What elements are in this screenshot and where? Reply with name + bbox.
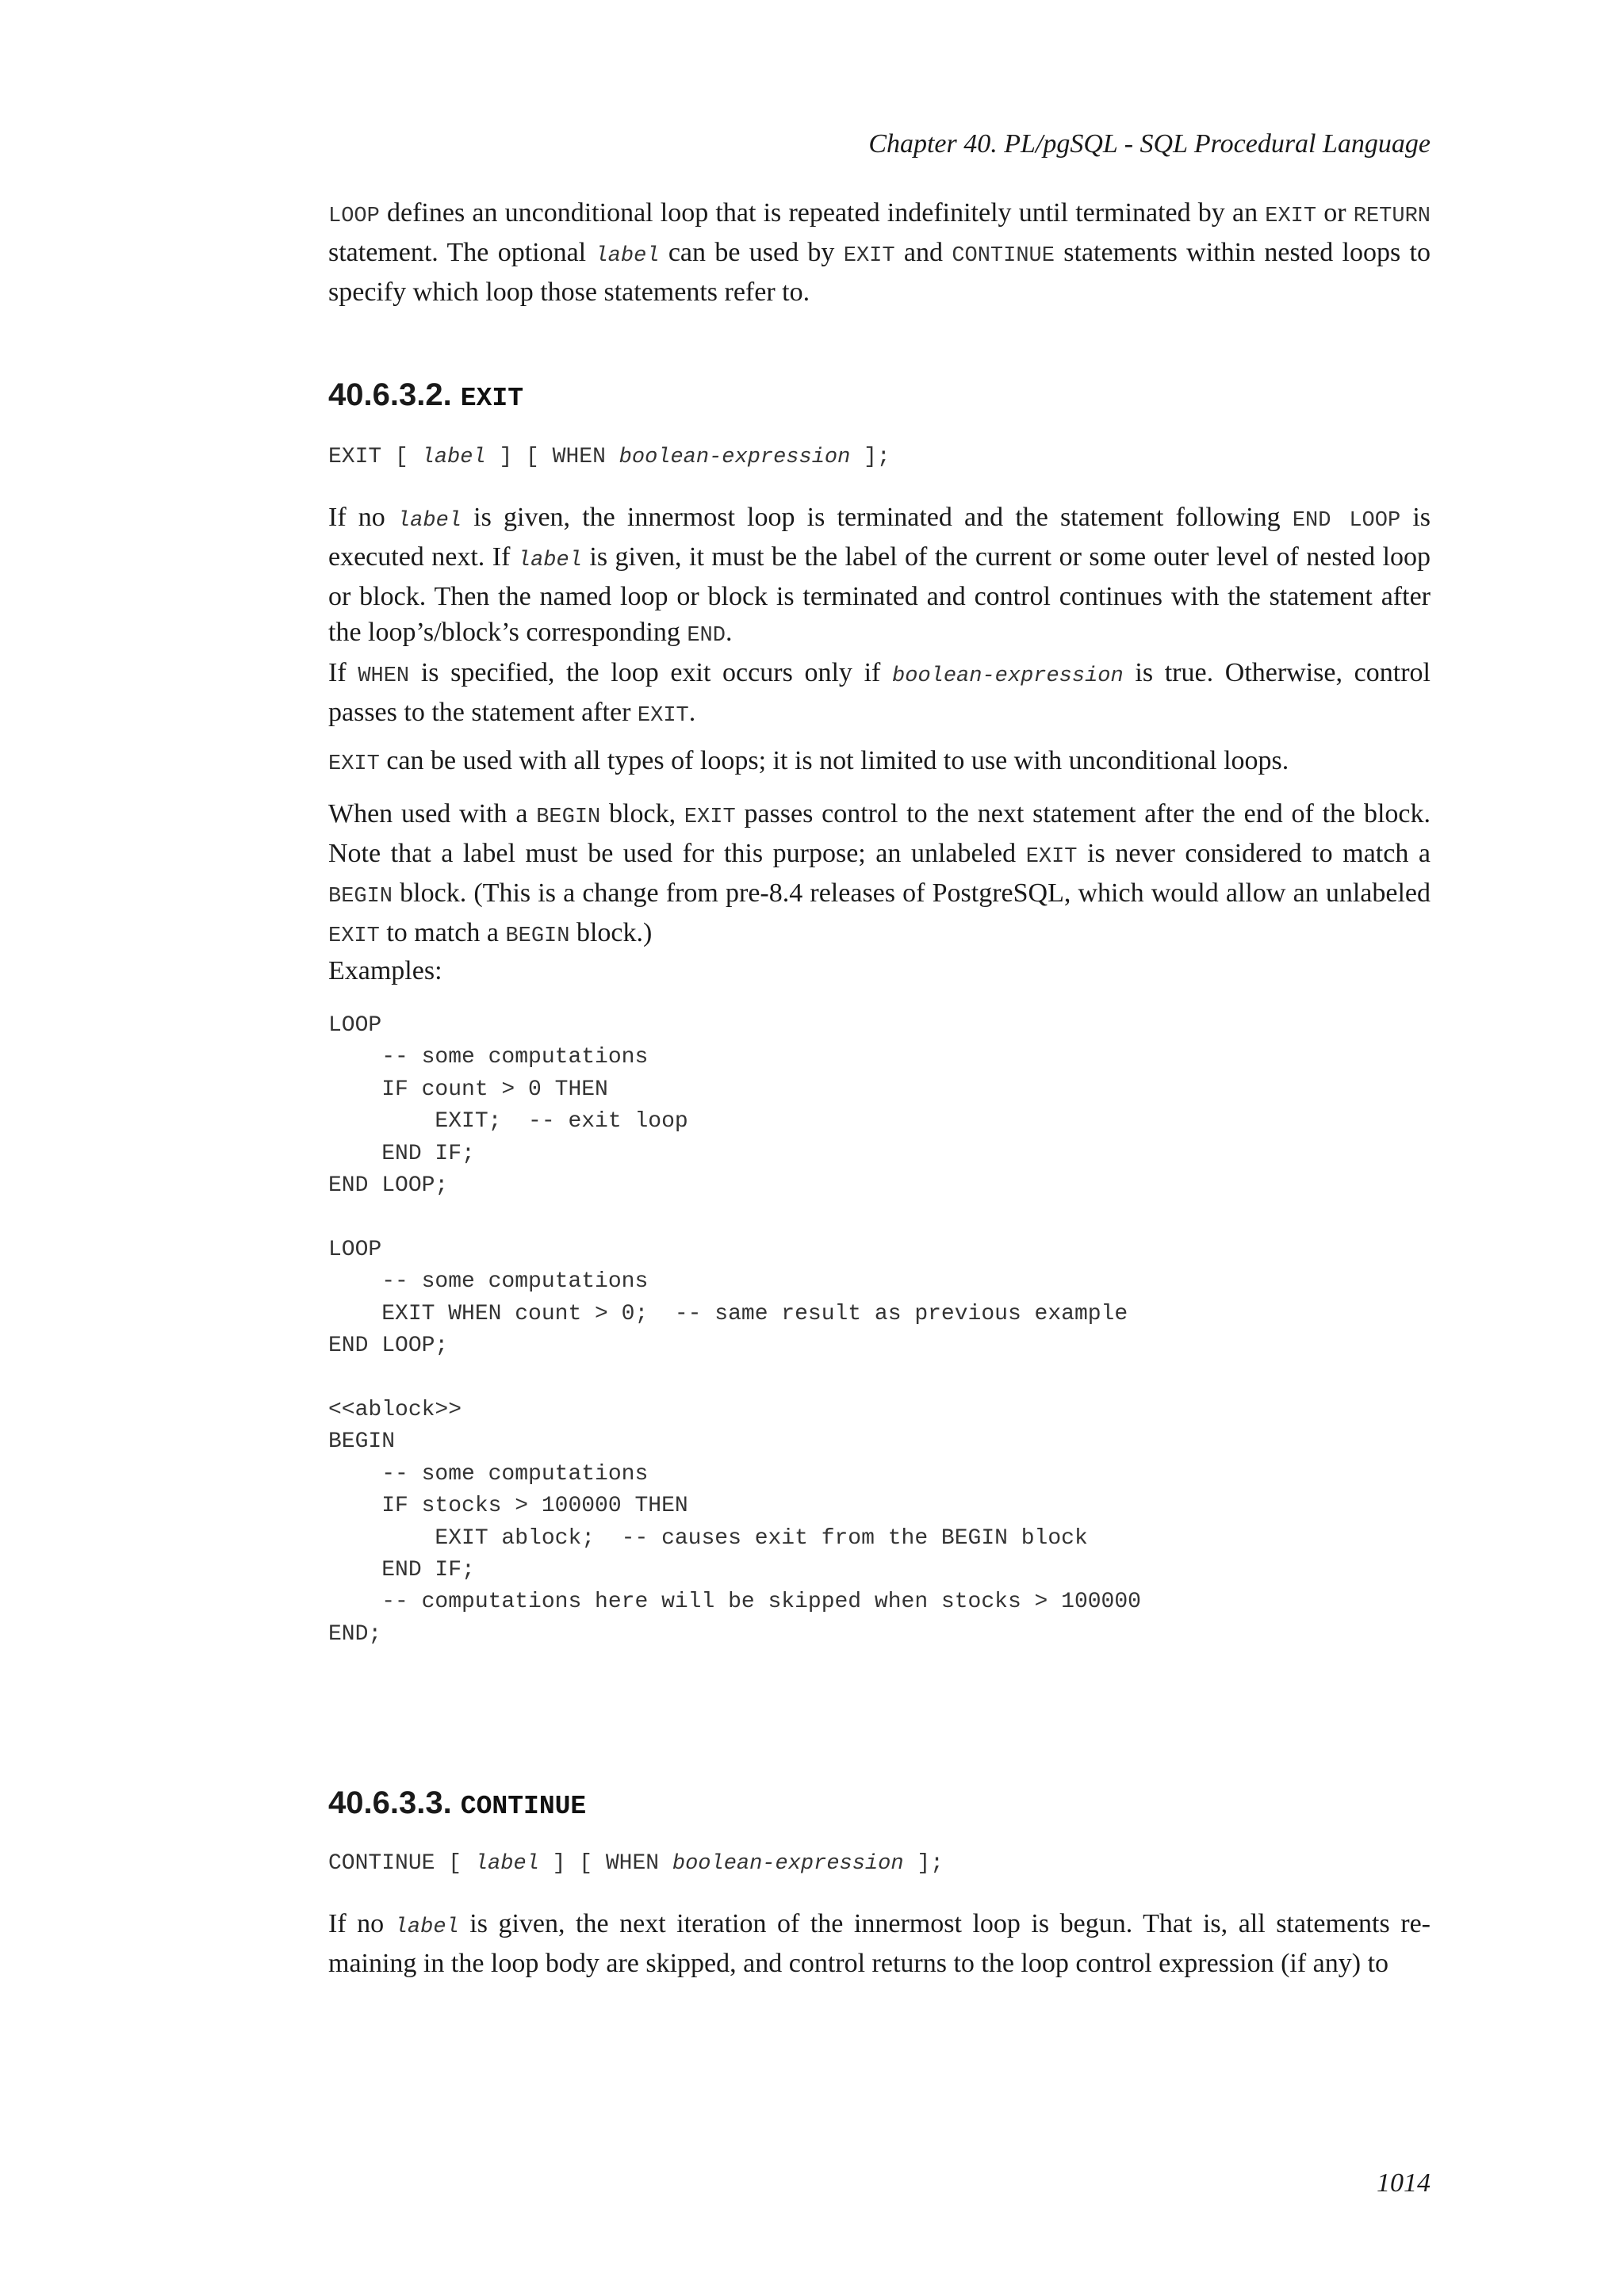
- inline-code: EXIT: [684, 806, 736, 829]
- synopsis-parameter: boolean-expression: [672, 1852, 904, 1876]
- text: .: [688, 698, 696, 727]
- loop-description: [328, 195, 1431, 310]
- continue-synopsis: [328, 1848, 1431, 1880]
- text: If: [328, 658, 358, 687]
- inline-parameter: label: [396, 509, 462, 533]
- example-code-wrap: [328, 1010, 1431, 1651]
- text: is true. Otherwise, control passes to the statement after: [328, 658, 1431, 727]
- section-number: 40.6.3.2.: [328, 377, 461, 412]
- inline-code: EXIT: [1265, 205, 1317, 228]
- synopsis-text: EXIT [: [328, 445, 422, 469]
- inline-code: BEGIN: [505, 924, 570, 948]
- inline-code: BEGIN: [328, 885, 393, 909]
- exit-paragraph-3: [328, 743, 1431, 783]
- text: statements within nested loops to specify which loop those statements refer to.: [328, 238, 1431, 307]
- example-code-block: LOOP -- some computations IF count > 0 THEN EXIT; -- exit loop END IF; END LOOP; LOOP -- some computations EXIT WHEN count > 0; -- same result as previous example END LOOP; <<ablock>> BEGIN -- some computations IF stocks > 100000 THEN EXIT ablock; -- causes exit from the BEGIN block END IF; -- computations here will be skipped when stocks > 100000 END;: [328, 1013, 1141, 1647]
- synopsis-parameter: boolean-expression: [619, 446, 851, 469]
- exit-paragraph-4-wrap: [328, 796, 1431, 955]
- text: passes control to the next statement after the end of the block. Note that a label must be used for this purpose; an unlabeled: [328, 799, 1431, 868]
- inline-code: EXIT: [328, 924, 380, 948]
- loop-paragraph: [328, 195, 1431, 310]
- page-number: 1014: [1377, 2168, 1431, 2198]
- text: is given, the next iteration of the innermost loop is begun. That is, all statements re-maining in the loop body are skipped, and control returns to the loop control expression (if any) to: [328, 1909, 1431, 1978]
- text: can be used with all types of loops; it is not limited to use with unconditional loops.: [379, 746, 1289, 775]
- text: defines an unconditional loop that is repeated indefinitely until terminated by an: [379, 198, 1266, 228]
- text: is executed next. If: [328, 503, 1431, 572]
- examples-label: Examples:: [328, 956, 442, 985]
- exit-paragraph-1: [328, 499, 1431, 654]
- inline-parameter: label: [595, 244, 660, 268]
- synopsis-text: ] [ WHEN: [538, 1851, 672, 1876]
- inline-code: RETURN: [1353, 205, 1431, 228]
- synopsis-text: ];: [850, 445, 891, 469]
- text: is given, it must be the label of the current or some outer level of nested loop or block. Then the named loop or block is terminated and control continues with the statement after the loop’s/block’s corresponding: [328, 542, 1431, 647]
- inline-code: EXIT: [1025, 845, 1078, 869]
- exit-paragraph-3-wrap: [328, 743, 1431, 783]
- running-head: Chapter 40. PL/pgSQL - SQL Procedural Language: [868, 129, 1431, 159]
- continue-paragraph-wrap: [328, 1906, 1431, 1981]
- synopsis-text: ];: [903, 1851, 944, 1876]
- inline-code: EXIT: [843, 244, 895, 268]
- exit-paragraph-4: [328, 796, 1431, 955]
- text: is given, the innermost loop is terminated and the statement following: [462, 503, 1293, 532]
- text: is never considered to match a: [1077, 839, 1431, 868]
- exit-paragraph-2: [328, 655, 1431, 734]
- text: block.): [569, 918, 653, 947]
- exit-synopsis: [328, 442, 1431, 473]
- text: can be used by: [659, 238, 844, 267]
- text: .: [725, 618, 733, 647]
- text: If no: [328, 503, 397, 532]
- section-heading-continue: [328, 1783, 1431, 1827]
- section-number: 40.6.3.3.: [328, 1785, 461, 1820]
- examples-label-wrap: [328, 953, 1431, 989]
- section-keyword: EXIT: [460, 384, 524, 413]
- inline-code: WHEN: [358, 664, 410, 688]
- synopsis-parameter: label: [474, 1852, 539, 1876]
- continue-section-heading-wrap: [328, 1783, 1431, 1827]
- text: block,: [600, 799, 684, 828]
- inline-code: BEGIN: [536, 806, 601, 829]
- inline-code: EXIT: [328, 752, 380, 776]
- inline-code: END: [687, 624, 726, 648]
- text: block. (This is a change from pre-8.4 releases of PostgreSQL, which would allow an unlabeled: [393, 878, 1431, 908]
- text: and: [894, 238, 952, 267]
- inline-code: LOOP: [328, 205, 380, 228]
- synopsis-text: CONTINUE [: [328, 1851, 475, 1876]
- inline-parameter: label: [394, 1915, 459, 1939]
- inline-code: CONTINUE: [952, 244, 1055, 268]
- text: is specified, the loop exit occurs only if: [409, 658, 893, 687]
- inline-parameter: label: [517, 549, 582, 572]
- exit-paragraph-2-wrap: [328, 655, 1431, 734]
- continue-paragraph-1: [328, 1906, 1431, 1981]
- section-heading-exit: [328, 375, 1431, 419]
- text: or: [1316, 198, 1354, 228]
- synopsis-text: ] [ WHEN: [485, 445, 619, 469]
- text: statement. The optional: [328, 238, 596, 267]
- inline-code: END LOOP: [1292, 509, 1401, 533]
- synopsis-parameter: label: [421, 446, 486, 469]
- exit-paragraph-1-wrap: [328, 499, 1431, 654]
- text: to match a: [379, 918, 506, 947]
- text: If no: [328, 1909, 395, 1938]
- inline-parameter: boolean-expression: [892, 664, 1124, 688]
- text: When used with a: [328, 799, 537, 828]
- exit-section-heading-wrap: [328, 375, 1431, 419]
- inline-code: EXIT: [637, 704, 689, 728]
- section-keyword: CONTINUE: [460, 1792, 587, 1821]
